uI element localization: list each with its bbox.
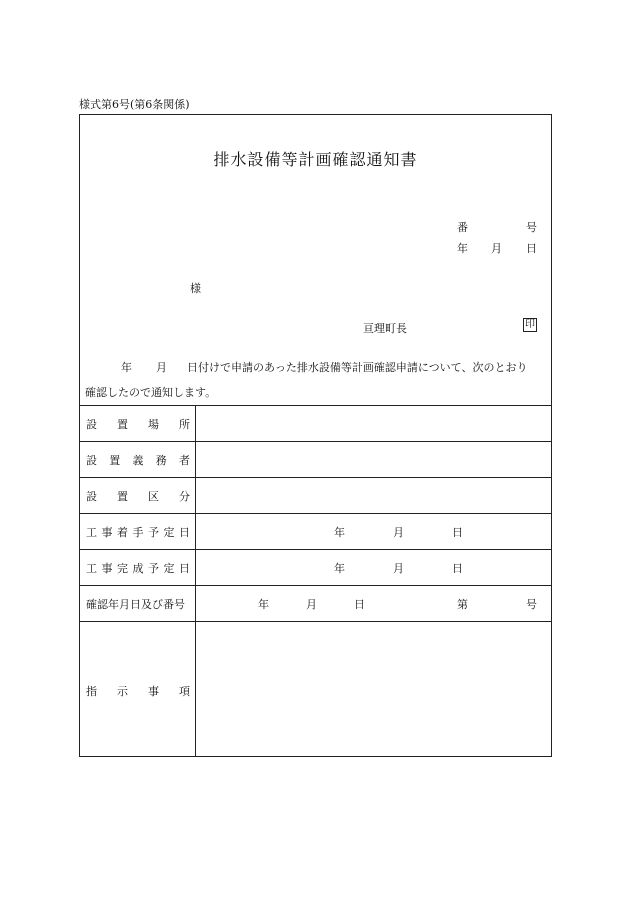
label-start-date: 工 事 着 手 予 定 日 <box>86 526 190 539</box>
completion-year: 年 <box>334 562 345 575</box>
body-line2: 確認したので通知します。 <box>85 386 217 399</box>
label-install-location: 設 置 場 所 <box>86 418 190 431</box>
label-instructions: 指 示 事 項 <box>86 685 190 698</box>
confirmation-label-text: 確認年月日及び番号 <box>86 598 185 611</box>
start-year: 年 <box>334 526 345 539</box>
notice-body <box>85 355 547 405</box>
label-obligated-party: 設 置 義 務 者 <box>86 454 190 467</box>
ref-day: 日 <box>526 242 537 255</box>
form-frame <box>79 114 552 757</box>
number-label: 番 <box>457 221 468 234</box>
confirm-no-prefix: 第 <box>457 598 468 611</box>
label-confirmation-date-number <box>86 596 190 612</box>
issuer-name: 亘理町長 <box>363 322 407 335</box>
row-divider <box>80 549 551 550</box>
confirm-day: 日 <box>354 598 365 611</box>
row-divider <box>80 477 551 478</box>
document-title: 排水設備等計画確認通知書 <box>213 150 418 169</box>
ref-month: 月 <box>491 242 502 255</box>
row-divider <box>80 621 551 622</box>
start-month: 月 <box>393 526 404 539</box>
addressee-suffix: 様 <box>190 282 201 295</box>
row-divider <box>80 441 551 442</box>
form-number: 様式第6号(第6条関係) <box>79 98 190 111</box>
label-completion-date: 工 事 完 成 予 定 日 <box>86 562 190 575</box>
body-line1: 日付けで申請のあった排水設備等計画確認申請について、次のとおり <box>187 361 528 374</box>
body-month: 月 <box>156 361 167 374</box>
ref-year: 年 <box>457 242 468 255</box>
row-divider <box>80 585 551 586</box>
confirm-month: 月 <box>306 598 317 611</box>
seal-text: 印 <box>525 319 535 330</box>
confirm-no-suffix: 号 <box>526 598 537 611</box>
column-divider <box>195 405 196 757</box>
number-suffix: 号 <box>526 221 537 234</box>
body-year: 年 <box>121 361 132 374</box>
table-top-line <box>80 405 551 406</box>
start-day: 日 <box>452 526 463 539</box>
completion-day: 日 <box>452 562 463 575</box>
label-install-category: 設 置 区 分 <box>86 490 190 503</box>
confirm-year: 年 <box>258 598 269 611</box>
row-divider <box>80 513 551 514</box>
completion-month: 月 <box>393 562 404 575</box>
